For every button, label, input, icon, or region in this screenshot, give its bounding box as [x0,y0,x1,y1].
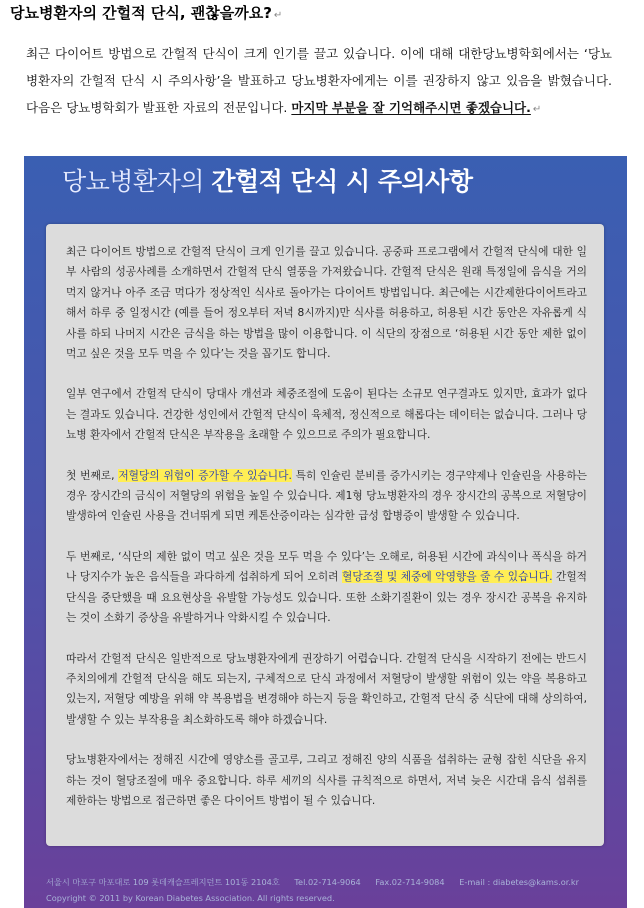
highlight-hypoglycemia: 저혈당의 위험이 증가할 수 있습니다. [118,468,292,482]
poster-title [62,162,472,198]
highlight-glucose-weight: 혈당조절 및 체중에 악영향을 줄 수 있습니다. [342,570,553,584]
poster-content-card [46,224,604,846]
intro-emphasis: 마지막 부분을 잘 기억해주시면 좋겠습니다. [291,100,531,115]
intro-paragraph [26,40,612,123]
p3-lead: 첫 번째로, [66,468,119,482]
poster-paragraph-3 [66,466,587,527]
poster-paragraph-2: 일부 연구에서 간헐적 단식이 당대사 개선과 체중조절에 도움이 된다는 소규모 연구결과도 있지만, 효과가 없다는 결과도 있습니다. 건강한 성인에서 간헐적 단식이 육체적, 정신적으로 해롭다는 데이터는 없습니다. 그러나 당뇨병 환자에서 간헐적 단식은 부작용을 초래할 수 있으므로 주의가 필요합니다. [66,387,587,442]
footer-contact-line [46,874,616,890]
paragraph-mark-icon: ↵ [273,10,283,21]
footer-copyright: Copyright © 2011 by Korean Diabetes Association. All rights reserved. [46,893,335,903]
p4-lead: 두 번째로, ‘식단의 제한 없이 먹고 싶은 것을 모두 먹을 수 있다’는 오해로, 허용된 시간에 과식이나 폭식을 하거나 당지수가 높은 음식들을 과다하게 섭취하게 되어 오히려 [66,549,587,584]
embedded-poster-image [24,156,627,908]
poster-footer [46,874,616,906]
footer-address: 서울시 마포구 마포대로 109 롯데캐슬프레지던트 101동 2104호 [46,877,280,887]
footer-email: E-mail : diabetes@kams.or.kr [459,877,580,887]
document-title-text: 당뇨병환자의 간헐적 단식, 괜찮을까요? [10,4,272,22]
intro-text: 최근 다이어트 방법으로 간헐적 단식이 크게 인기를 끌고 있습니다. 이에 대해 대한당뇨병학회에서는 ‘당뇨병환자의 간헐적 단식 시 주의사항’을 발표하고 당뇨병환자에게는 이를 권장하지 않고 있음을 밝혔습니다. 다음은 당뇨병학회가 발표한 자료의 전문입니다. [26,46,612,115]
poster-paragraph-4 [66,547,587,629]
poster-paragraph-1: 최근 다이어트 방법으로 간헐적 단식이 크게 인기를 끌고 있습니다. 공중파 프로그램에서 간헐적 단식에 대한 일부 사람의 성공사례를 소개하면서 간헐적 단식 열풍을 가져왔습니다. 간헐적 단식은 원래 특정일에 음식을 거의 먹지 않거나 아주 조금 먹다가 정상적인 식사로 돌아가는 다이어트 방법입니다. 최근에는 시간제한다이어트라고 해서 하루 중 일정시간 (예를 들어 정오부터 저녁 8시까지)만 식사를 허용하고, 허용된 시간 동안은 자유롭게 식사를 하되 나머지 시간은 금식을 하는 방법을 많이 이용합니다. 이 식단의 장점으로 ‘허용된 시간 동안 제한 없이 먹고 싶은 것을 모두 먹을 수 있다’는 것을 꼽기도 합니다. [66,245,587,361]
poster-title-prefix: 당뇨병환자의 [62,167,204,196]
poster-title-main: 간헐적 단식 시 주의사항 [211,167,473,196]
p4-rest: 간헐적 단식을 중단했을 때 요요현상을 유발할 가능성도 있습니다. 또한 소화기질환이 있는 경우 장시간 공복을 유지하는 것이 소화기 증상을 유발하거나 악화시킬 수 있습니다. [66,570,587,625]
footer-fax: Fax.02-714-9084 [375,877,445,887]
footer-tel: Tel.02-714-9064 [294,877,361,887]
poster-paragraph-6: 당뇨병환자에서는 정해진 시간에 영양소를 골고루, 그리고 정해진 양의 식품을 섭취하는 균형 잡힌 식단을 유지하는 것이 혈당조절에 매우 중요합니다. 하루 세끼의 식사를 규칙적으로 하면서, 저녁 늦은 시간대 음식 섭취를 제한하는 방법으로 접근하면 좋은 다이어트 방법이 될 수 있습니다. [66,753,587,807]
p3-rest: 특히 인슐린 분비를 증가시키는 경구약제나 인슐린을 사용하는 경우 장시간의 금식이 저혈당의 위험을 높일 수 있습니다. 제1형 당뇨병환자의 경우 장시간의 공복으로 저혈당이 발생하여 인슐린 사용을 건너뛰게 되면 케톤산증이라는 심각한 급성 합병증이 발생할 수 있습니다. [66,468,587,523]
paragraph-mark-icon: ↵ [532,104,542,115]
poster-paragraph-5: 따라서 간헐적 단식은 일반적으로 당뇨병환자에게 권장하기 어렵습니다. 간헐적 단식을 시작하기 전에는 반드시 주치의에게 간헐적 단식을 해도 되는지, 구체적으로 단식 과정에서 저혈당이 발생할 위험이 있는 약을 복용하고 있는지, 저혈당 예방을 위해 약 복용법을 변경해야 하는지 등을 확인하고, 간헐적 단식 중 식단에 대해 상의하여, 발생할 수 있는 부작용을 최소화하도록 해야 하겠습니다. [66,651,587,726]
document-title [10,2,282,23]
